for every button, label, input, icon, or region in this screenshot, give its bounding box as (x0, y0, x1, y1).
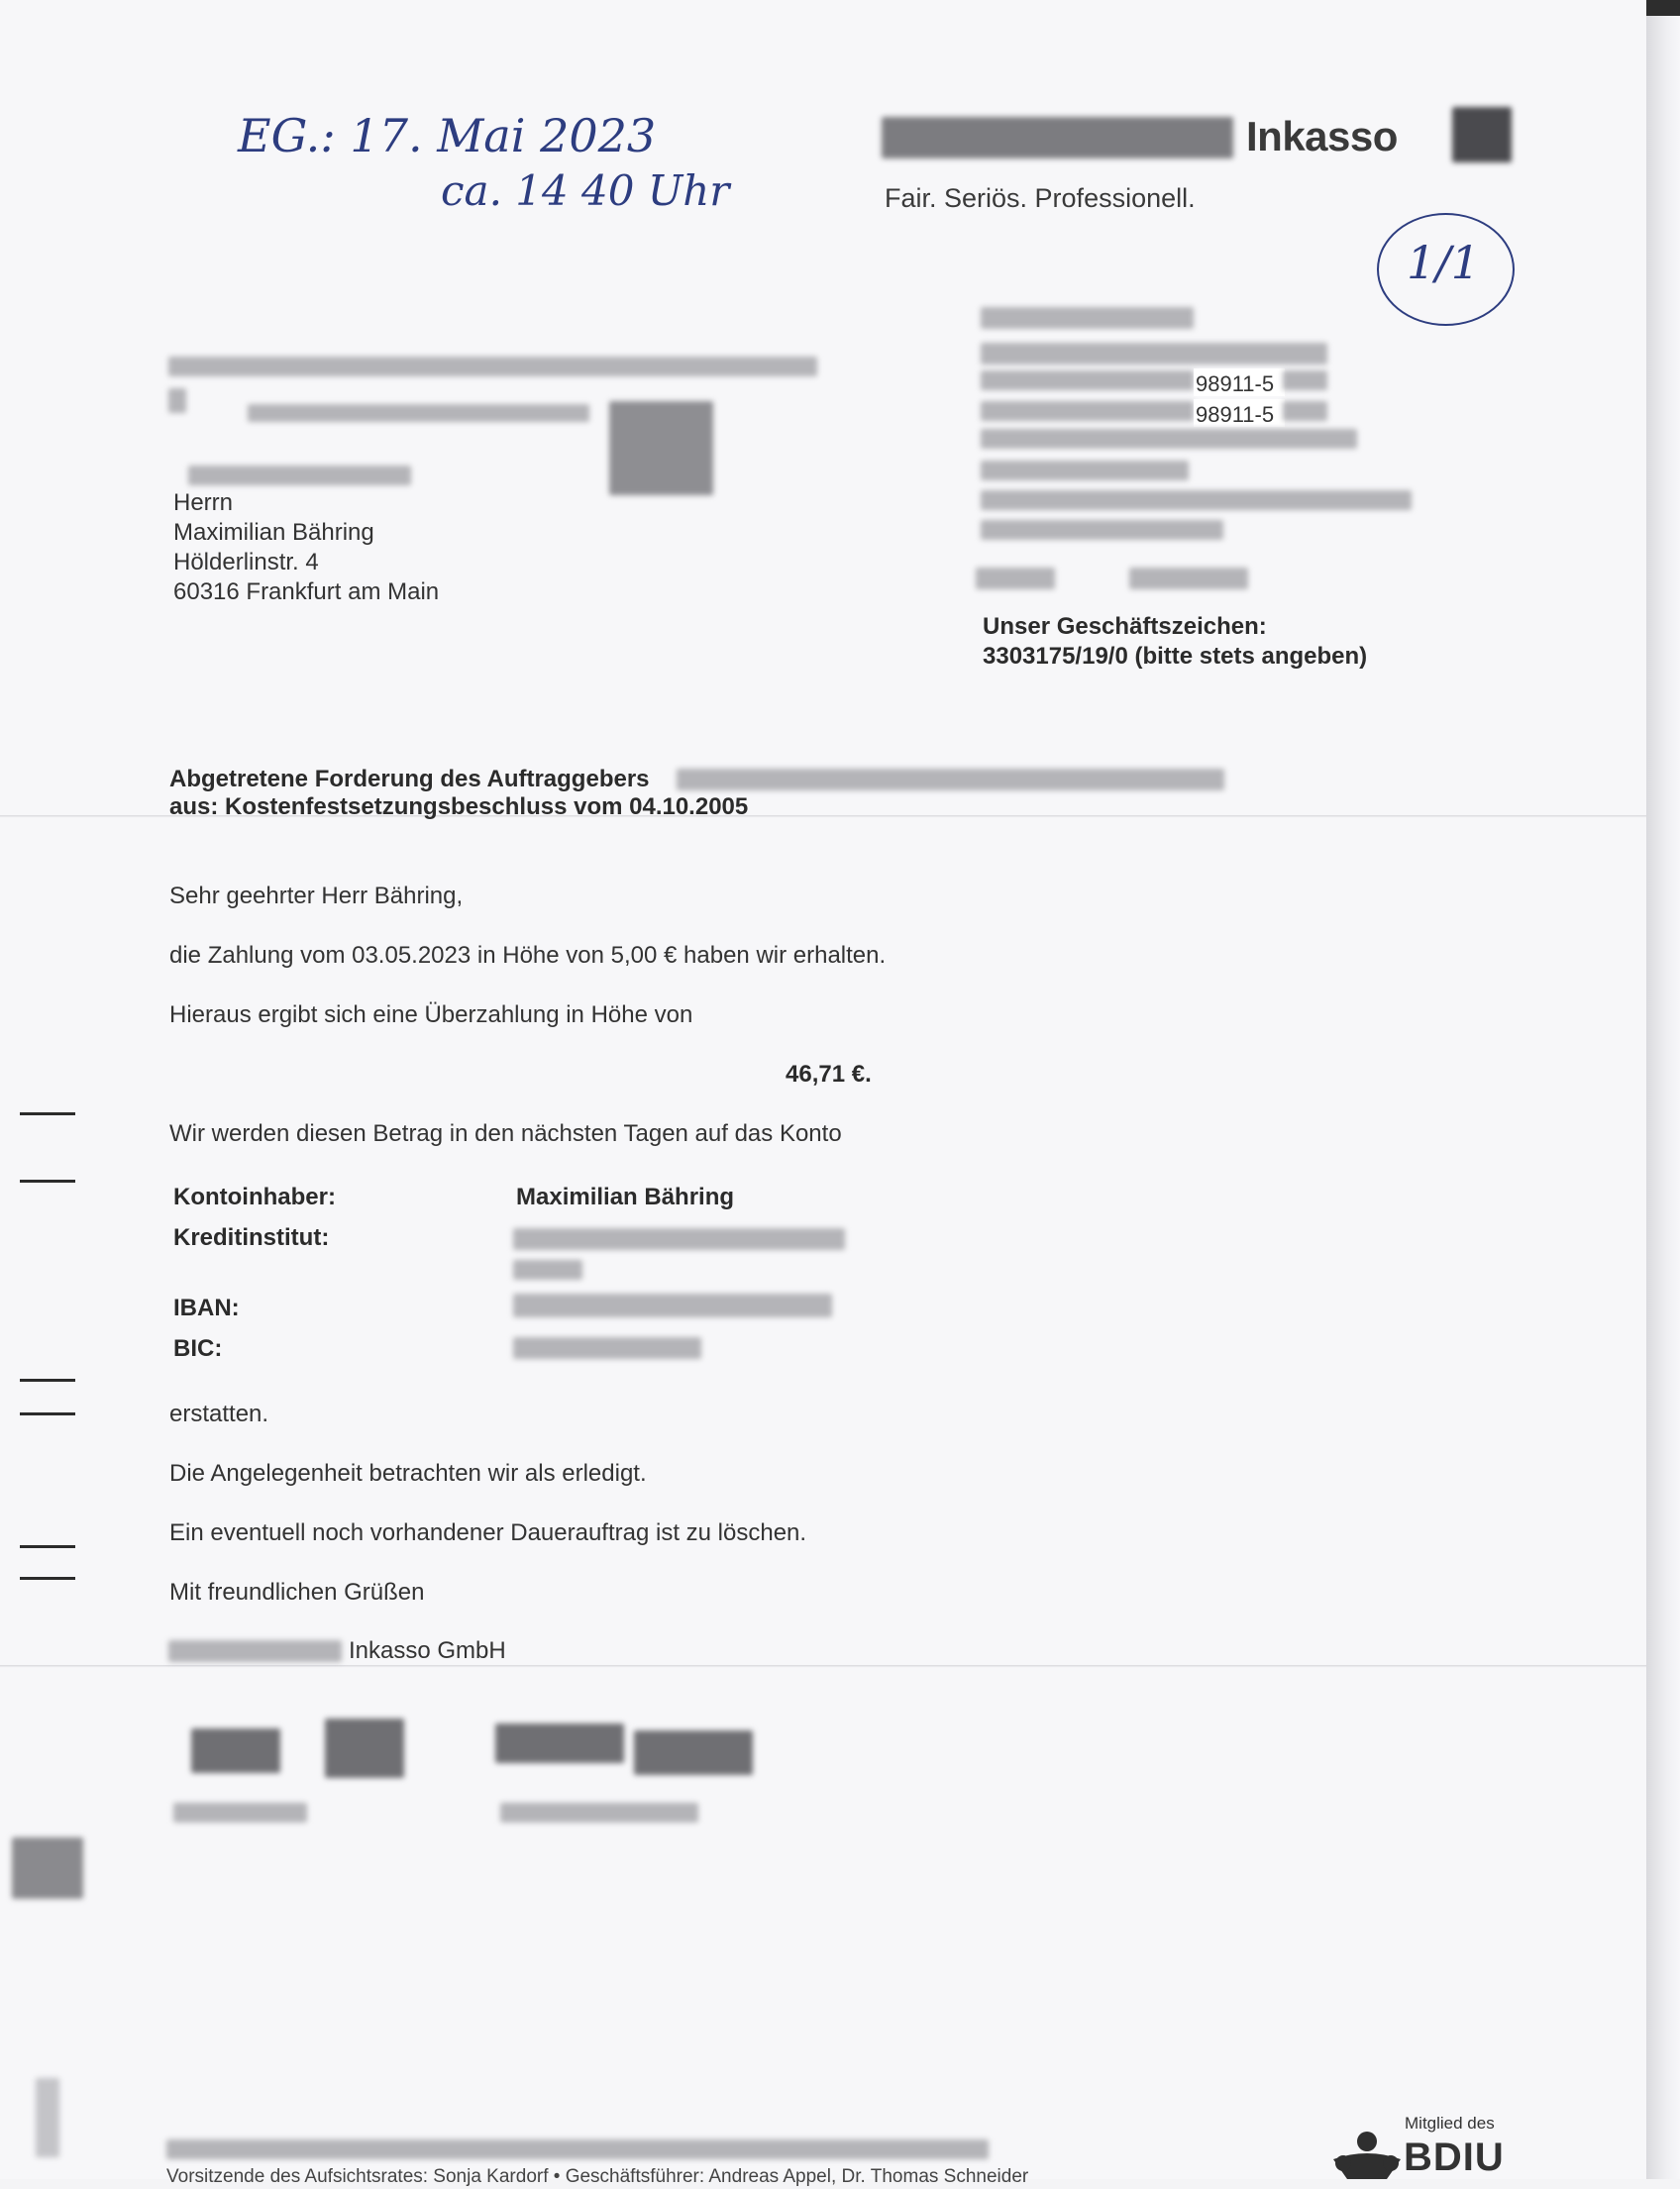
contact-line2-redacted (981, 343, 1327, 365)
contact-fax-rest-redacted (1283, 401, 1327, 421)
recipient-street: Hölderlinstr. 4 (173, 549, 319, 575)
recipient-city: 60316 Frankfurt am Main (173, 578, 440, 605)
greeting: Sehr geehrter Herr Bähring, (169, 883, 464, 909)
bdiu-logo-icon (1327, 2130, 1407, 2179)
fold-mark-4 (20, 1412, 75, 1415)
account-holder-label: Kontoinhaber: (173, 1184, 336, 1210)
contact-fax-partial: 98911-5 (1196, 402, 1275, 427)
subject-line1: Abgetretene Forderung des Auftraggebers (169, 766, 650, 792)
reference-number: 3303175/19/0 (bitte stets angeben) (983, 643, 1368, 670)
fold-mark-5 (20, 1545, 75, 1548)
date-value-redacted (1129, 568, 1248, 589)
company-logo-text: Inkasso (1246, 113, 1398, 159)
company-slogan: Fair. Seriös. Professionell. (885, 183, 1196, 213)
body-payment-received: die Zahlung vom 03.05.2023 in Höhe von 5,00 € haben wir erhalten. (169, 942, 887, 969)
footer-address-redacted (166, 2139, 989, 2159)
qr-code-redacted (609, 401, 713, 495)
signature-2-redacted (485, 1709, 768, 1788)
bdiu-member-label: Mitglied des (1405, 2114, 1495, 2133)
subject-line2: aus: Kostenfestsetzungsbeschluss vom 04.10.2005 (169, 793, 749, 820)
reference-label: Unser Geschäftszeichen: (983, 613, 1267, 640)
overpayment-amount: 46,71 €. (786, 1061, 872, 1088)
handwritten-time: ca. 14 40 Uhr (441, 166, 730, 215)
company-name-redacted (882, 117, 1233, 158)
postal-note-redacted (188, 466, 411, 485)
recipient-name: Maximilian Bähring (173, 519, 374, 546)
body-refund-notice: Wir werden diesen Betrag in den nächsten Tagen auf das Konto (169, 1120, 842, 1147)
company-logo-icon (1442, 105, 1522, 164)
scan-edge (1646, 0, 1680, 2179)
contact-phone-label-redacted (981, 370, 1194, 390)
body-refund-end: erstatten. (169, 1401, 269, 1427)
date-label-redacted (976, 568, 1055, 589)
left-margin-code-redacted (12, 1837, 83, 1899)
bank-name-redacted (513, 1228, 845, 1250)
contact-fax-label-redacted (981, 401, 1194, 421)
fold-mark-6 (20, 1577, 75, 1580)
fold-mark-2 (20, 1180, 75, 1183)
sender-line-redacted (168, 357, 817, 376)
contact-phone-rest-redacted (1283, 370, 1327, 390)
sender-line2-redacted (248, 404, 589, 422)
body-matter-closed: Die Angelegenheit betrachten wir als erledigt. (169, 1460, 647, 1487)
signer-2-name-redacted (500, 1803, 698, 1823)
contact-line6-redacted (981, 490, 1412, 510)
account-holder-value: Maximilian Bähring (516, 1184, 735, 1210)
handwritten-date: EG.: 17. Mai 2023 (238, 109, 657, 162)
iban-redacted (513, 1294, 832, 1317)
fold-line-lower (0, 1665, 1646, 1668)
handwritten-page-marker: 1/1 (1407, 236, 1481, 289)
bdiu-name: BDIU (1404, 2136, 1505, 2179)
sender-mark-redacted (168, 388, 186, 413)
contact-line1-redacted (981, 307, 1194, 329)
contact-line5-redacted (981, 461, 1189, 480)
signer-1-name-redacted (173, 1803, 307, 1823)
fold-mark-1 (20, 1112, 75, 1115)
bank-label: Kreditinstitut: (173, 1224, 330, 1251)
footer-board-line: Vorsitzende des Aufsichtsrates: Sonja Kardorf • Geschäftsführer: Andreas Appel, Dr. Thomas Schneider (166, 2166, 1029, 2187)
client-name-redacted (677, 769, 1224, 790)
bank-name2-redacted (513, 1260, 582, 1280)
body-overpayment: Hieraus ergibt sich eine Überzahlung in Höhe von (169, 1001, 693, 1028)
iban-label: IBAN: (173, 1295, 240, 1321)
bic-label: BIC: (173, 1335, 223, 1362)
fold-mark-3 (20, 1379, 75, 1382)
contact-phone-partial: 98911-5 (1196, 371, 1275, 396)
signature-company-suffix: Inkasso GmbH (349, 1637, 506, 1664)
signature-company-redacted (168, 1640, 342, 1662)
left-margin-vertical-text-redacted (36, 2078, 59, 2157)
signature-1-redacted (176, 1709, 419, 1788)
body-standing-order: Ein eventuell noch vorhandener Dauerauftrag ist zu löschen. (169, 1519, 807, 1546)
contact-email-redacted (981, 429, 1357, 449)
bic-redacted (513, 1337, 701, 1359)
recipient-salutation: Herrn (173, 489, 234, 516)
contact-line7-redacted (981, 520, 1223, 540)
closing-phrase: Mit freundlichen Grüßen (169, 1579, 425, 1606)
